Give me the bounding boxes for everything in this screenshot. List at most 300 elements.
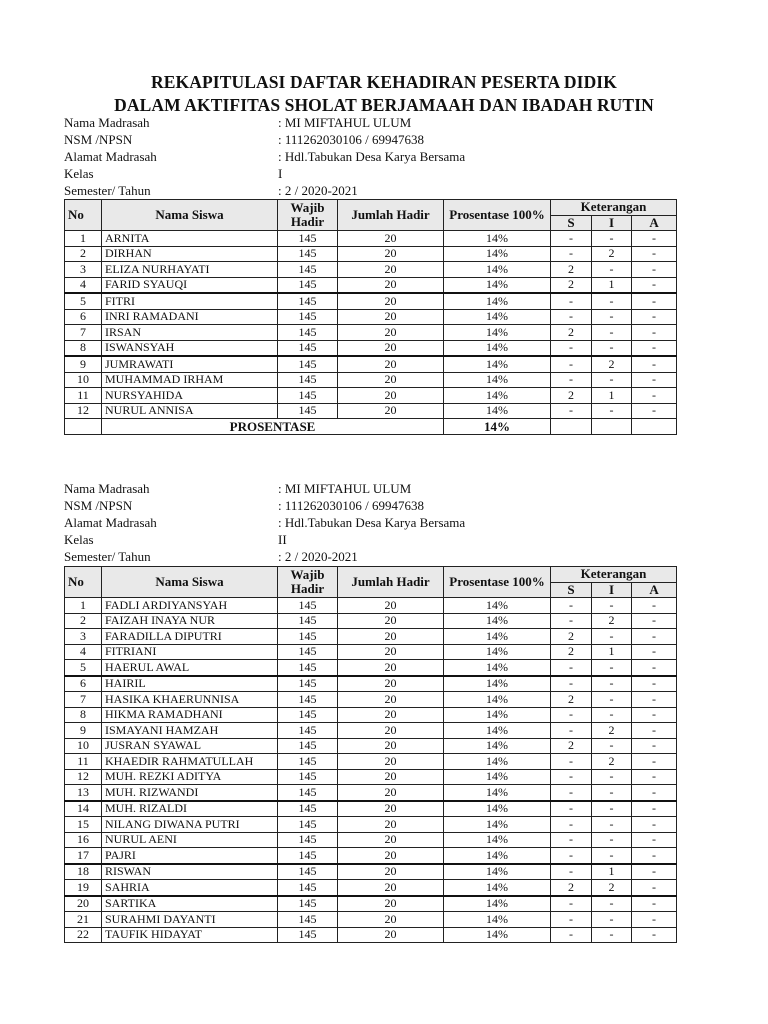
- table-row: [65, 309, 677, 325]
- izin-value: -: [592, 785, 632, 801]
- alpa-value: -: [632, 801, 677, 817]
- alpa-value: -: [632, 896, 677, 912]
- sakit-value: -: [551, 356, 592, 372]
- sakit-value: 2: [551, 325, 592, 341]
- table-row: [65, 293, 677, 309]
- table-row: [65, 769, 677, 785]
- izin-value: -: [592, 340, 632, 356]
- student-name: HIKMA RAMADHANI: [102, 707, 278, 723]
- class-2-info-block: [64, 480, 684, 565]
- table-row: [65, 246, 677, 262]
- header-no: No: [65, 200, 102, 231]
- header-no: No: [65, 567, 102, 598]
- alpa-value: -: [632, 692, 677, 708]
- izin-value: 1: [592, 864, 632, 880]
- izin-value: 2: [592, 613, 632, 629]
- info-value: I: [278, 166, 283, 181]
- row-number: 3: [65, 262, 102, 278]
- row-number: 4: [65, 644, 102, 660]
- wajib-hadir-value: 145: [278, 644, 338, 660]
- wajib-hadir-value: 145: [278, 356, 338, 372]
- sakit-value: 2: [551, 644, 592, 660]
- row-number: 13: [65, 785, 102, 801]
- wajib-hadir-value: 145: [278, 277, 338, 293]
- student-name: KHAEDIR RAHMATULLAH: [102, 754, 278, 770]
- sakit-value: -: [551, 817, 592, 833]
- document-title-line-2: DALAM AKTIFITAS SHOLAT BERJAMAAH DAN IBADAH RUTIN: [114, 95, 654, 115]
- alpa-value: -: [632, 644, 677, 660]
- wajib-hadir-value: 145: [278, 864, 338, 880]
- info-value: : 2 / 2020-2021: [278, 183, 358, 198]
- wajib-hadir-value: 145: [278, 676, 338, 692]
- student-name: ELIZA NURHAYATI: [102, 262, 278, 278]
- sakit-value: 2: [551, 880, 592, 896]
- row-number: 11: [65, 754, 102, 770]
- table-row: [65, 912, 677, 928]
- header-prosentase: Prosentase 100%: [444, 567, 551, 598]
- row-number: 9: [65, 356, 102, 372]
- student-name: FARID SYAUQI: [102, 277, 278, 293]
- sakit-value: 2: [551, 262, 592, 278]
- prosentase-value: 14%: [444, 832, 551, 848]
- row-number: 10: [65, 372, 102, 388]
- jumlah-hadir-value: 20: [338, 692, 444, 708]
- alpa-value: -: [632, 817, 677, 833]
- table-row: [65, 325, 677, 341]
- wajib-hadir-value: 145: [278, 598, 338, 614]
- student-name: JUSRAN SYAWAL: [102, 738, 278, 754]
- prosentase-value: 14%: [444, 262, 551, 278]
- class-1-attendance-table: [64, 199, 677, 435]
- izin-value: 2: [592, 723, 632, 739]
- wajib-hadir-value: 145: [278, 388, 338, 404]
- izin-value: -: [592, 832, 632, 848]
- table-row: [65, 676, 677, 692]
- sakit-value: -: [551, 912, 592, 928]
- row-number: 14: [65, 801, 102, 817]
- izin-value: -: [592, 262, 632, 278]
- sakit-value: -: [551, 769, 592, 785]
- row-number: 1: [65, 598, 102, 614]
- student-name: HASIKA KHAERUNNISA: [102, 692, 278, 708]
- info-row: [64, 497, 684, 514]
- jumlah-hadir-value: 20: [338, 832, 444, 848]
- jumlah-hadir-value: 20: [338, 262, 444, 278]
- prosentase-value: 14%: [444, 880, 551, 896]
- student-name: JUMRAWATI: [102, 356, 278, 372]
- row-number: 5: [65, 660, 102, 676]
- info-value: : MI MIFTAHUL ULUM: [278, 115, 412, 130]
- prosentase-value: 14%: [444, 598, 551, 614]
- student-name: NURSYAHIDA: [102, 388, 278, 404]
- izin-value: 1: [592, 644, 632, 660]
- row-number: 8: [65, 340, 102, 356]
- total-label: PROSENTASE: [102, 419, 444, 435]
- izin-value: -: [592, 738, 632, 754]
- wajib-hadir-value: 145: [278, 262, 338, 278]
- row-number: 17: [65, 848, 102, 864]
- alpa-value: -: [632, 848, 677, 864]
- izin-value: -: [592, 309, 632, 325]
- student-name: PAJRI: [102, 848, 278, 864]
- row-number: 6: [65, 309, 102, 325]
- izin-value: -: [592, 769, 632, 785]
- row-number: 19: [65, 880, 102, 896]
- info-value: II: [278, 532, 287, 547]
- prosentase-value: 14%: [444, 785, 551, 801]
- prosentase-value: 14%: [444, 309, 551, 325]
- class-2-attendance-table: [64, 566, 677, 943]
- alpa-value: -: [632, 403, 677, 419]
- jumlah-hadir-value: 20: [338, 293, 444, 309]
- izin-value: -: [592, 676, 632, 692]
- izin-value: 2: [592, 880, 632, 896]
- izin-value: 1: [592, 388, 632, 404]
- info-label: Nama Madrasah: [64, 481, 150, 496]
- alpa-value: -: [632, 738, 677, 754]
- sakit-value: -: [551, 598, 592, 614]
- alpa-value: -: [632, 293, 677, 309]
- info-value: : MI MIFTAHUL ULUM: [278, 481, 412, 496]
- jumlah-hadir-value: 20: [338, 880, 444, 896]
- sakit-value: -: [551, 403, 592, 419]
- izin-value: -: [592, 927, 632, 943]
- table-row: [65, 927, 677, 943]
- row-number: 11: [65, 388, 102, 404]
- table-row: [65, 692, 677, 708]
- jumlah-hadir-value: 20: [338, 769, 444, 785]
- student-name: FITRIANI: [102, 644, 278, 660]
- prosentase-value: 14%: [444, 912, 551, 928]
- izin-value: -: [592, 848, 632, 864]
- row-number: 15: [65, 817, 102, 833]
- sakit-value: 2: [551, 692, 592, 708]
- table-row: [65, 372, 677, 388]
- table-row: [65, 738, 677, 754]
- row-number: 21: [65, 912, 102, 928]
- izin-value: -: [592, 660, 632, 676]
- student-name: MUH. RIZWANDI: [102, 785, 278, 801]
- prosentase-value: 14%: [444, 372, 551, 388]
- wajib-hadir-value: 145: [278, 660, 338, 676]
- izin-value: -: [592, 231, 632, 247]
- sakit-value: -: [551, 293, 592, 309]
- student-name: HAIRIL: [102, 676, 278, 692]
- prosentase-value: 14%: [444, 848, 551, 864]
- header-nama-siswa: Nama Siswa: [102, 567, 278, 598]
- row-number: 22: [65, 927, 102, 943]
- table-row: [65, 403, 677, 419]
- student-name: NURUL AENI: [102, 832, 278, 848]
- header-a: A: [632, 582, 677, 598]
- izin-value: -: [592, 325, 632, 341]
- wajib-hadir-value: 145: [278, 372, 338, 388]
- info-label: Alamat Madrasah: [64, 149, 157, 164]
- row-number: 20: [65, 896, 102, 912]
- sakit-value: -: [551, 848, 592, 864]
- info-label: Kelas: [64, 166, 94, 181]
- jumlah-hadir-value: 20: [338, 801, 444, 817]
- izin-value: 2: [592, 246, 632, 262]
- prosentase-value: 14%: [444, 692, 551, 708]
- row-number: 1: [65, 231, 102, 247]
- jumlah-hadir-value: 20: [338, 644, 444, 660]
- total-empty-cell: [65, 419, 102, 435]
- student-name: SARTIKA: [102, 896, 278, 912]
- table-row: [65, 864, 677, 880]
- jumlah-hadir-value: 20: [338, 785, 444, 801]
- student-name: NILANG DIWANA PUTRI: [102, 817, 278, 833]
- student-name: SAHRIA: [102, 880, 278, 896]
- alpa-value: -: [632, 660, 677, 676]
- wajib-hadir-value: 145: [278, 246, 338, 262]
- sakit-value: -: [551, 676, 592, 692]
- student-name: DIRHAN: [102, 246, 278, 262]
- sakit-value: 2: [551, 277, 592, 293]
- header-jumlah-hadir: Jumlah Hadir: [338, 200, 444, 231]
- sakit-value: -: [551, 246, 592, 262]
- prosentase-value: 14%: [444, 754, 551, 770]
- sakit-value: -: [551, 832, 592, 848]
- info-label: Kelas: [64, 532, 94, 547]
- izin-value: -: [592, 598, 632, 614]
- wajib-hadir-value: 145: [278, 880, 338, 896]
- table-row: [65, 817, 677, 833]
- alpa-value: -: [632, 246, 677, 262]
- class-1-info-block: [64, 114, 684, 199]
- jumlah-hadir-value: 20: [338, 754, 444, 770]
- sakit-value: -: [551, 785, 592, 801]
- info-value: : 111262030106 / 69947638: [278, 132, 425, 147]
- total-empty-a: [632, 419, 677, 435]
- row-number: 2: [65, 246, 102, 262]
- row-number: 6: [65, 676, 102, 692]
- prosentase-value: 14%: [444, 723, 551, 739]
- izin-value: -: [592, 372, 632, 388]
- total-value: 14%: [444, 419, 551, 435]
- info-label: NSM /NPSN: [64, 132, 133, 147]
- student-name: RISWAN: [102, 864, 278, 880]
- jumlah-hadir-value: 20: [338, 896, 444, 912]
- student-name: MUHAMMAD IRHAM: [102, 372, 278, 388]
- alpa-value: -: [632, 927, 677, 943]
- info-label: Nama Madrasah: [64, 115, 150, 130]
- student-name: FARADILLA DIPUTRI: [102, 629, 278, 645]
- header-keterangan: Keterangan: [551, 567, 677, 583]
- prosentase-value: 14%: [444, 864, 551, 880]
- jumlah-hadir-value: 20: [338, 848, 444, 864]
- alpa-value: -: [632, 754, 677, 770]
- wajib-hadir-value: 145: [278, 707, 338, 723]
- info-row: [64, 131, 684, 148]
- table-row: [65, 262, 677, 278]
- prosentase-value: 14%: [444, 676, 551, 692]
- izin-value: -: [592, 801, 632, 817]
- row-number: 7: [65, 325, 102, 341]
- info-value: : 111262030106 / 69947638: [278, 498, 425, 513]
- alpa-value: -: [632, 912, 677, 928]
- info-row: [64, 182, 684, 199]
- jumlah-hadir-value: 20: [338, 738, 444, 754]
- header-nama-siswa: Nama Siswa: [102, 200, 278, 231]
- jumlah-hadir-value: 20: [338, 340, 444, 356]
- alpa-value: -: [632, 629, 677, 645]
- izin-value: -: [592, 707, 632, 723]
- student-name: FITRI: [102, 293, 278, 309]
- jumlah-hadir-value: 20: [338, 912, 444, 928]
- prosentase-value: 14%: [444, 356, 551, 372]
- wajib-hadir-value: 145: [278, 692, 338, 708]
- info-label: Semester/ Tahun: [64, 183, 151, 198]
- header-s: S: [551, 215, 592, 231]
- alpa-value: -: [632, 864, 677, 880]
- izin-value: -: [592, 817, 632, 833]
- jumlah-hadir-value: 20: [338, 403, 444, 419]
- table-row: [65, 785, 677, 801]
- wajib-hadir-value: 145: [278, 738, 338, 754]
- alpa-value: -: [632, 325, 677, 341]
- info-label: NSM /NPSN: [64, 498, 133, 513]
- prosentase-value: 14%: [444, 660, 551, 676]
- row-number: 4: [65, 277, 102, 293]
- alpa-value: -: [632, 277, 677, 293]
- izin-value: -: [592, 692, 632, 708]
- izin-value: -: [592, 629, 632, 645]
- alpa-value: -: [632, 262, 677, 278]
- wajib-hadir-value: 145: [278, 912, 338, 928]
- jumlah-hadir-value: 20: [338, 676, 444, 692]
- jumlah-hadir-value: 20: [338, 388, 444, 404]
- table-row: [65, 660, 677, 676]
- info-label: Alamat Madrasah: [64, 515, 157, 530]
- izin-value: -: [592, 403, 632, 419]
- izin-value: -: [592, 896, 632, 912]
- student-name: TAUFIK HIDAYAT: [102, 927, 278, 943]
- sakit-value: -: [551, 340, 592, 356]
- table-row: [65, 848, 677, 864]
- jumlah-hadir-value: 20: [338, 372, 444, 388]
- prosentase-value: 14%: [444, 644, 551, 660]
- wajib-hadir-value: 145: [278, 325, 338, 341]
- info-row: [64, 480, 684, 497]
- izin-value: 1: [592, 277, 632, 293]
- student-name: FAIZAH INAYA NUR: [102, 613, 278, 629]
- prosentase-value: 14%: [444, 769, 551, 785]
- table-row: [65, 277, 677, 293]
- sakit-value: 2: [551, 629, 592, 645]
- sakit-value: -: [551, 309, 592, 325]
- student-name: IRSAN: [102, 325, 278, 341]
- student-name: ISMAYANI HAMZAH: [102, 723, 278, 739]
- prosentase-value: 14%: [444, 340, 551, 356]
- jumlah-hadir-value: 20: [338, 660, 444, 676]
- info-row: [64, 114, 684, 131]
- student-name: INRI RAMADANI: [102, 309, 278, 325]
- student-name: FADLI ARDIYANSYAH: [102, 598, 278, 614]
- wajib-hadir-value: 145: [278, 848, 338, 864]
- jumlah-hadir-value: 20: [338, 598, 444, 614]
- info-row: [64, 514, 684, 531]
- total-empty-s: [551, 419, 592, 435]
- wajib-hadir-value: 145: [278, 340, 338, 356]
- table-row: [65, 629, 677, 645]
- header-prosentase: Prosentase 100%: [444, 200, 551, 231]
- header-a: A: [632, 215, 677, 231]
- alpa-value: -: [632, 613, 677, 629]
- header-wajib-hadir: Wajib Hadir: [278, 567, 338, 598]
- alpa-value: -: [632, 723, 677, 739]
- table-row: [65, 723, 677, 739]
- izin-value: 2: [592, 356, 632, 372]
- sakit-value: 2: [551, 388, 592, 404]
- prosentase-value: 14%: [444, 896, 551, 912]
- header-i: I: [592, 215, 632, 231]
- header-jumlah-hadir: Jumlah Hadir: [338, 567, 444, 598]
- alpa-value: -: [632, 356, 677, 372]
- sakit-value: -: [551, 660, 592, 676]
- wajib-hadir-value: 145: [278, 927, 338, 943]
- wajib-hadir-value: 145: [278, 817, 338, 833]
- jumlah-hadir-value: 20: [338, 613, 444, 629]
- info-value: : 2 / 2020-2021: [278, 549, 358, 564]
- wajib-hadir-value: 145: [278, 613, 338, 629]
- total-empty-i: [592, 419, 632, 435]
- table-row: [65, 896, 677, 912]
- student-name: SURAHMI DAYANTI: [102, 912, 278, 928]
- wajib-hadir-value: 145: [278, 896, 338, 912]
- table-row: [65, 832, 677, 848]
- student-name: NURUL ANNISA: [102, 403, 278, 419]
- jumlah-hadir-value: 20: [338, 309, 444, 325]
- alpa-value: -: [632, 707, 677, 723]
- alpa-value: -: [632, 388, 677, 404]
- sakit-value: -: [551, 231, 592, 247]
- wajib-hadir-value: 145: [278, 801, 338, 817]
- info-row: [64, 531, 684, 548]
- jumlah-hadir-value: 20: [338, 864, 444, 880]
- total-row: [65, 419, 677, 435]
- sakit-value: -: [551, 801, 592, 817]
- wajib-hadir-value: 145: [278, 785, 338, 801]
- alpa-value: -: [632, 598, 677, 614]
- info-row: [64, 148, 684, 165]
- sakit-value: 2: [551, 738, 592, 754]
- row-number: 9: [65, 723, 102, 739]
- sakit-value: -: [551, 864, 592, 880]
- prosentase-value: 14%: [444, 246, 551, 262]
- wajib-hadir-value: 145: [278, 231, 338, 247]
- izin-value: -: [592, 912, 632, 928]
- wajib-hadir-value: 145: [278, 832, 338, 848]
- header-wajib-hadir: Wajib Hadir: [278, 200, 338, 231]
- prosentase-value: 14%: [444, 801, 551, 817]
- table-row: [65, 754, 677, 770]
- alpa-value: -: [632, 309, 677, 325]
- sakit-value: -: [551, 723, 592, 739]
- sakit-value: -: [551, 613, 592, 629]
- wajib-hadir-value: 145: [278, 293, 338, 309]
- row-number: 10: [65, 738, 102, 754]
- info-row: [64, 548, 684, 565]
- sakit-value: -: [551, 372, 592, 388]
- prosentase-value: 14%: [444, 403, 551, 419]
- izin-value: 2: [592, 754, 632, 770]
- table-row: [65, 644, 677, 660]
- table-row: [65, 598, 677, 614]
- alpa-value: -: [632, 231, 677, 247]
- wajib-hadir-value: 145: [278, 754, 338, 770]
- table-row: [65, 707, 677, 723]
